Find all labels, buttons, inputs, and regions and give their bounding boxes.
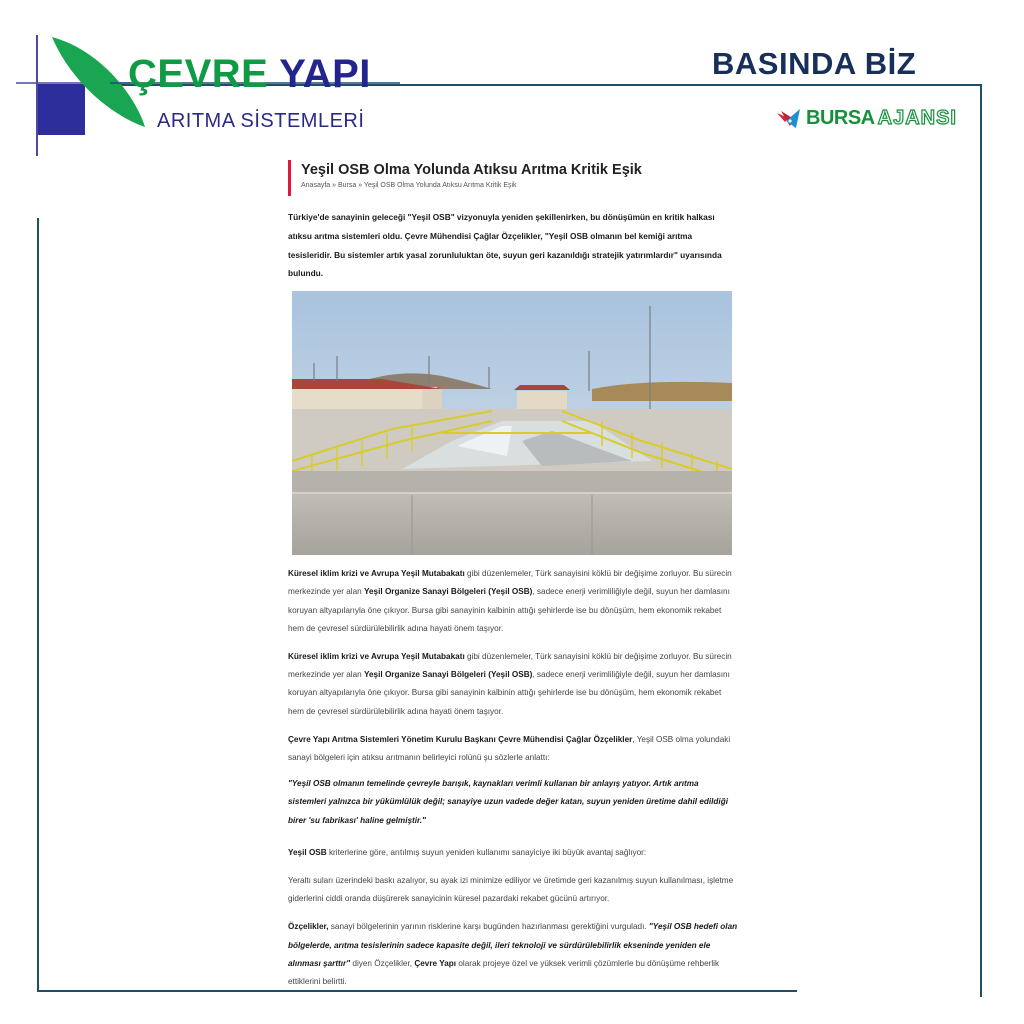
paragraph-3-text-1: , Yeşil OSB olma yolundaki sanayi bölgeleri için atıksu arıtmanın belirleyici rolünü şu sözlerle anlattı: <box>288 734 731 763</box>
paragraph-4-text-1: kriterlerine göre, arıtılmış suyun yeniden kullanımı sanayiciye iki büyük avantaj sağlıyor: <box>326 847 647 857</box>
paragraph-1-text-1: gibi düzenlemeler, Türk sanayisini köklü bir değişime zorluyor. Bu sürecin merkezinde yer alan <box>288 569 732 597</box>
paragraph-6-text-3: olarak projeye özel ve yüksek verimli çözümlerle bu dönüşüme rehberlik ettiklerini belirtti. <box>288 958 720 987</box>
bursa-ajansi-bird-icon <box>776 108 802 130</box>
quote-block: "Yeşil OSB olmanın temelinde çevreyle barışık, kaynakları verimli kullanan bir anlayış yatıyor. Artık arıtma sistemleri yalnızca bir yükümlülük değil; sanayiye uzun vadede değer katan, suyun yeniden üretime dahil edildiği birer 'su fabrikası' haline gelmiştir." <box>288 779 728 825</box>
paragraph-2-bold-2: Yeşil Organize Sanayi Bölgeleri (Yeşil OSB) <box>364 670 533 680</box>
paragraph-2-text-2: , sadece enerji verimliliğiyle değil, suyun her damlasını koruyan altyapılarıyla öne çıkıyor. Bursa gibi sanayinin kalbinin attığı şehirlerde ise bu dönüşüm, hem ekonomik rekabet hem de çevresel sürdürülebilirlik adına hayati önem taşıyor. <box>288 670 730 716</box>
treatment-plant-image <box>292 291 732 555</box>
paragraph-2-bold-1: Küresel iklim krizi ve Avrupa Yeşil Mutabakatı <box>288 652 465 661</box>
paragraph-4-bold-1: Yeşil OSB <box>288 847 327 857</box>
article-lead: Türkiye'de sanayinin geleceği "Yeşil OSB" vizyonuyla yeniden şekillenirken, bu dönüşümün en kritik halkası atıksu arıtma sistemleri oldu. Çevre Mühendisi Çağlar Özçelikler, "Yeşil OSB olmanın bel kemiği arıtma tesisleridir. Bu sistemler artık yasal zorunluluktan öte, suyun geri kazanıldığı stratejik yatırımlardır" uyarısında bulundu. <box>288 212 722 279</box>
frame-left-line <box>37 218 39 992</box>
frame-right-line <box>980 85 982 997</box>
article-header <box>288 160 738 196</box>
paragraph-4 <box>288 844 738 862</box>
section-title: BASINDA BİZ <box>712 46 917 81</box>
logo-title <box>128 52 371 97</box>
source-logo <box>776 107 957 130</box>
logo-subtitle: ARITMA SİSTEMLERİ <box>157 110 365 132</box>
article-title: Yeşil OSB Olma Yolunda Atıksu Arıtma Kritik Eşik <box>301 162 642 178</box>
paragraph-1-bold-1: Küresel iklim krizi ve Avrupa Yeşil Mutabakatı <box>288 569 465 579</box>
paragraph-6-quote: "Yeşil OSB hedefi olan bölgelerde, arıtma tesislerinin sadece kapasite değil, ileri teknoloji ve sürdürülebilirlik ekseninde yeniden ele alınması şarttır" <box>288 922 738 968</box>
paragraph-2 <box>288 648 738 721</box>
article <box>288 160 738 991</box>
paragraph-6-text-2: diyen Özçelikler, <box>350 958 415 968</box>
paragraph-5: Yeraltı suları üzerindeki baskı azalıyor, su ayak izi minimize ediliyor ve üretimde geri kazanılmış suyun kullanılması, işletme giderlerini ciddi oranda düşürerek sanayicinin küresel pazardaki rekabet gücünü artırıyor. <box>288 876 734 904</box>
paragraph-6-bold-2: Çevre Yapı <box>414 958 457 968</box>
article-photo <box>292 291 732 555</box>
source-logo-bursa: BURSA <box>806 107 875 129</box>
source-logo-ajansi: AJANSI <box>877 107 957 129</box>
company-logo <box>0 20 400 170</box>
breadcrumb[interactable]: Anasayfa » Bursa » Yeşil OSB Olma Yolunda Atıksu Arıtma Kritik Eşik <box>301 182 517 189</box>
paragraph-3-bold-1: Çevre Yapı Arıtma Sistemleri Yönetim Kurulu Başkanı Çevre Mühendisi Çağlar Özçelikler <box>288 734 633 744</box>
paragraph-6 <box>288 918 738 991</box>
paragraph-3 <box>288 731 738 767</box>
paragraph-6-bold-1: Özçelikler, <box>288 922 329 932</box>
logo-title-blue: YAPI <box>279 52 371 96</box>
logo-title-green: ÇEVRE <box>128 52 269 96</box>
paragraph-1 <box>288 565 738 638</box>
paragraph-2-text-1: gibi düzenlemeler, Türk sanayisini köklü bir değişime zorluyor. Bu sürecin merkezinde yer alan <box>288 652 732 680</box>
paragraph-6-text-1: sanayi bölgelerinin yarının risklerine karşı bugünden hazırlanması gerektiğini vurguladı. <box>328 922 649 932</box>
paragraph-1-bold-2: Yeşil Organize Sanayi Bölgeleri (Yeşil OSB) <box>364 587 533 597</box>
paragraph-1-text-2: , sadece enerji verimliliğiyle değil, suyun her damlasını koruyan altyapılarıyla öne çıkıyor. Bursa gibi sanayinin kalbinin attığı şehirlerde ise bu dönüşüm, hem ekonomik rekabet hem de çevresel sürdürülebilirlik adına hayati önem taşıyor. <box>288 587 730 633</box>
